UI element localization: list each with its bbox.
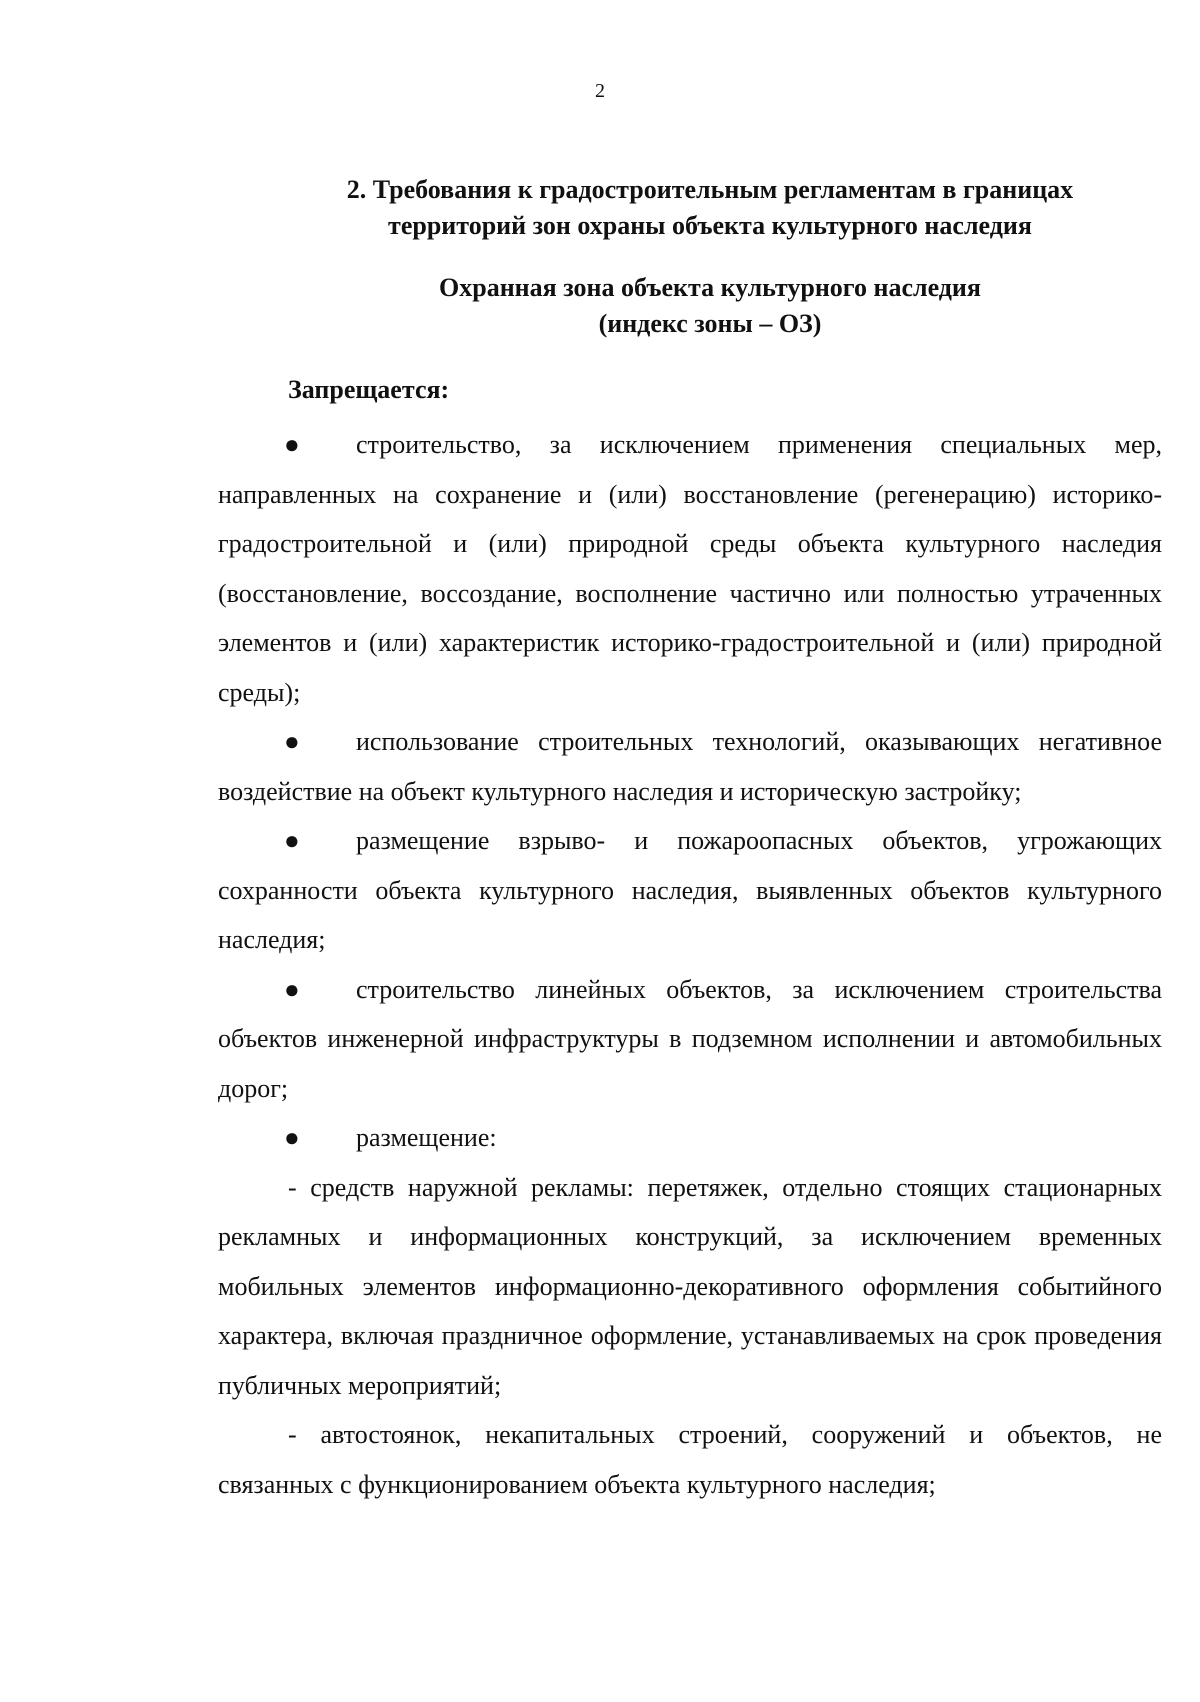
prohibitions-list [218,420,1162,1509]
list-item-text: размещение взрыво- и пожароопасных объектов, угрожающих сохранности объекта культурного наследия, выявленных объектов культурного наследия; [218,826,1162,954]
list-item-text: размещение: [356,1123,497,1152]
section-title [260,172,1160,244]
zone-title-line-1: Охранная зона объекта культурного наследия [439,273,981,302]
section-title-line-2: территорий зон охраны объекта культурного наследия [388,211,1032,240]
bullet-icon: ● [284,430,300,459]
bullet-icon: ● [284,974,300,1004]
list-item-text: использование строительных технологий, оказывающих негативное воздействие на объект культурного наследия и историческую застройку; [218,727,1162,806]
bullet-icon: ● [284,1123,300,1152]
sub-list-item: - автостоянок, некапитальных строений, сооружений и объектов, не связанных с функционированием объекта культурного наследия; [218,1420,1162,1499]
bullet-icon: ● [284,727,300,756]
list-item-text: строительство, за исключением применения специальных мер, направленных на сохранение и (или) восстановление (регенерацию) историко-градостроительной и (или) природной среды объекта культурного наследия (восстановление, воссоздание, восполнение частично или полностью утраченных элементов и (или) характеристик историко-градостроительной и (или) природной среды); [218,430,1162,707]
section-title-line-1: 2. Требования к градостроительным регламентам в границах [346,175,1074,204]
list-item-text: строительство линейных объектов, за исключением строительства объектов инженерной инфраструктуры в подземном исполнении и автомобильных дорог; [218,974,1162,1103]
zone-title [260,270,1160,342]
list-item [218,965,1162,1114]
list-item [218,420,1162,717]
page-number: 2 [595,80,605,102]
forbidden-label: Запрещается: [288,375,450,404]
list-item [218,816,1162,965]
list-item [218,1113,1162,1163]
bullet-icon: ● [284,826,300,855]
sub-list-item: - средств наружной рекламы: перетяжек, отдельно стоящих стационарных рекламных и информационных конструкций, за исключением временных мобильных элементов информационно-декоративного оформления событийного характера, включая праздничное оформление, устанавливаемых на срок проведения публичных мероприятий; [218,1172,1162,1400]
zone-title-line-2: (индекс зоны – ОЗ) [598,309,822,338]
list-item [218,717,1162,816]
